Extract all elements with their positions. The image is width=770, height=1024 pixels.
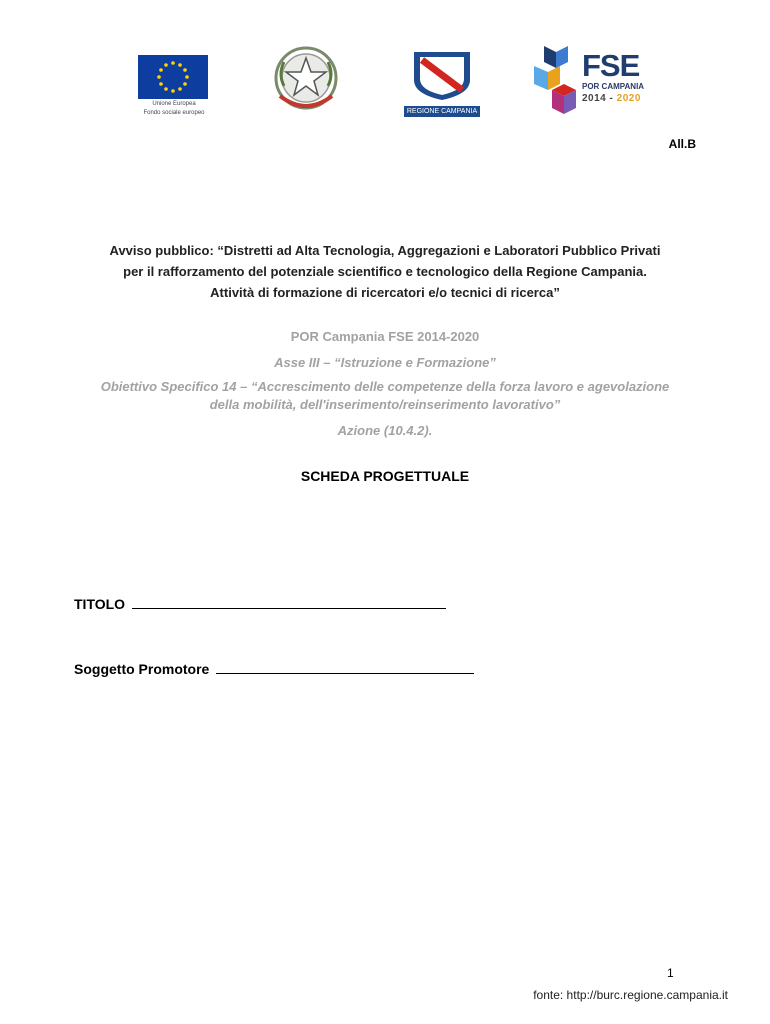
programme-objective-line-1: Obiettivo Specifico 14 – “Accrescimento delle competenze della forza lavoro e agevolazione <box>100 379 670 394</box>
programme-title: POR Campania FSE 2014-2020 <box>290 329 480 344</box>
programme-axis: Asse III – “Istruzione e Formazione” <box>274 355 496 370</box>
soggetto-promotore-label: Soggetto Promotore <box>74 661 210 677</box>
titolo-input-line[interactable] <box>132 594 446 609</box>
campania-shield-icon <box>404 50 480 100</box>
fse-year-end: 2020 <box>616 93 641 104</box>
fse-por-campania-logo <box>530 42 645 118</box>
soggetto-promotore-field <box>74 659 474 677</box>
notice-line-3: Attività di formazione di ricercatori e/o tecnici di ricerca” <box>210 285 560 300</box>
fse-cube-icon <box>530 42 582 118</box>
programme-objective-line-2: della mobilità, dell'inserimento/reinserimento lavorativo” <box>209 397 561 412</box>
titolo-label: TITOLO <box>74 596 126 612</box>
source-footer: fonte: http://burc.regione.campania.it <box>533 988 728 1002</box>
eu-caption-line1: Unione Europea <box>152 101 196 107</box>
fse-year-start: 2014 <box>582 93 607 104</box>
document-heading: SCHEDA PROGETTUALE <box>300 468 470 484</box>
titolo-field <box>74 594 446 612</box>
programme-action: Azione (10.4.2). <box>337 423 433 438</box>
notice-line-1: Avviso pubblico: “Distretti ad Alta Tecnologia, Aggregazioni e Laboratori Pubblico Privati <box>109 243 661 258</box>
programme-objective <box>40 378 730 414</box>
fse-title: FSE <box>582 48 640 83</box>
page-number: 1 <box>667 966 674 980</box>
soggetto-promotore-input-line[interactable] <box>216 659 474 674</box>
fse-years <box>582 93 641 104</box>
eu-logo <box>138 55 210 117</box>
notice-title <box>40 240 730 303</box>
fse-subtitle: POR CAMPANIA <box>582 82 645 91</box>
eu-flag-icon <box>138 55 208 99</box>
annex-label: All.B <box>668 137 696 151</box>
eu-caption-line2: Fondo sociale europeo <box>143 110 205 116</box>
italian-republic-emblem-icon <box>270 44 342 116</box>
regione-campania-logo <box>404 50 480 117</box>
notice-line-2: per il rafforzamento del potenziale scientifico e tecnologico della Regione Campania. <box>123 264 647 279</box>
campania-caption: REGIONE CAMPANIA <box>404 106 480 117</box>
fse-year-separator: - <box>606 93 617 104</box>
